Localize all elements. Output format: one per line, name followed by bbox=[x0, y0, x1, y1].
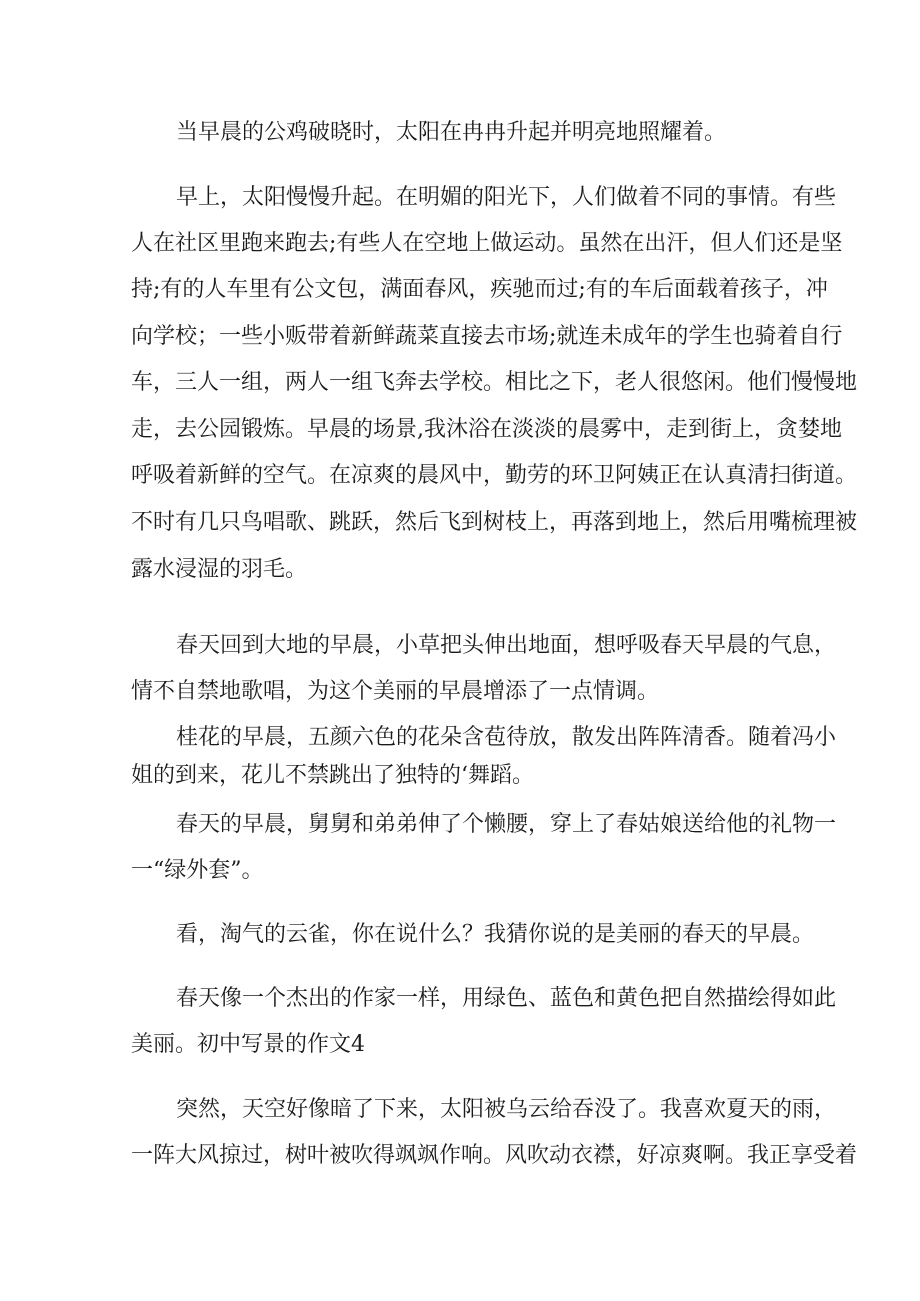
paragraph-4-line-1: 桂花的早晨，五颜六色的花朵含苞待放，散发出阵阵清香。随着冯小 bbox=[176, 725, 837, 750]
paragraph-7-line-1: 春天像一个杰出的作家一样，用绿色、蓝色和黄色把自然描绘得如此 bbox=[176, 986, 837, 1011]
paragraph-2-line-5: 车，三人一组，两人一组飞奔去学校。相比之下，老人很悠闲。他们慢慢地 bbox=[131, 370, 858, 395]
paragraph-1-line-1: 当早晨的公鸡破晓时，太阳在冉冉升起并明亮地照耀着。 bbox=[176, 120, 727, 145]
paragraph-2-line-6: 走，去公园锻炼。早晨的场景,我沐浴在淡淡的晨雾中，走到街上，贪婪地 bbox=[131, 417, 842, 442]
paragraph-2-line-2: 人在社区里跑来跑去;有些人在空地上做运动。虽然在出汗，但人们还是坚 bbox=[131, 231, 843, 256]
paragraph-2-line-8: 不时有几只鸟唱歌、跳跃，然后飞到树枝上，再落到地上，然后用嘴梳理被 bbox=[131, 510, 858, 535]
paragraph-8-line-2: 一阵大风掠过，树叶被吹得飒飒作响。风吹动衣襟，好凉爽啊。我正享受着 bbox=[131, 1143, 858, 1168]
paragraph-5-line-1: 春天的早晨，舅舅和弟弟伸了个懒腰，穿上了春姑娘送给他的礼物一 bbox=[176, 812, 837, 837]
paragraph-5-line-2: 一“绿外套”。 bbox=[131, 858, 264, 883]
paragraph-3-line-1: 春天回到大地的早晨，小草把头伸出地面，想呼吸春天早晨的气息， bbox=[176, 633, 837, 658]
paragraph-4-line-2: 姐的到来，花儿不禁跳出了独特的‘舞蹈。 bbox=[131, 763, 534, 788]
paragraph-6-line-1: 看，淘气的云雀，你在说什么？我猜你说的是美丽的春天的早晨。 bbox=[176, 922, 815, 947]
paragraph-7-line-2: 美丽。初中写景的作文4 bbox=[131, 1032, 365, 1057]
paragraph-2-line-7: 呼吸着新鲜的空气。在凉爽的晨风中，勤劳的环卫阿姨正在认真清扫街道。 bbox=[131, 463, 858, 488]
paragraph-2-line-1: 早上，太阳慢慢升起。在明媚的阳光下，人们做着不同的事情。有些 bbox=[176, 185, 837, 210]
paragraph-2-line-4: 向学校；一些小贩带着新鲜蔬菜直接去市场;就连未成年的学生也骑着自行 bbox=[131, 324, 843, 349]
paragraph-2-line-3: 持;有的人车里有公文包，满面春风，疾驰而过;有的车后面载着孩子，冲 bbox=[131, 277, 828, 302]
paragraph-8-line-1: 突然，天空好像暗了下来，太阳被乌云给吞没了。我喜欢夏天的雨， bbox=[176, 1097, 837, 1122]
paragraph-3-line-2: 情不自禁地歌唱，为这个美丽的早晨增添了一点情调。 bbox=[131, 679, 660, 704]
paragraph-2-line-9: 露水浸湿的羽毛。 bbox=[131, 557, 308, 582]
